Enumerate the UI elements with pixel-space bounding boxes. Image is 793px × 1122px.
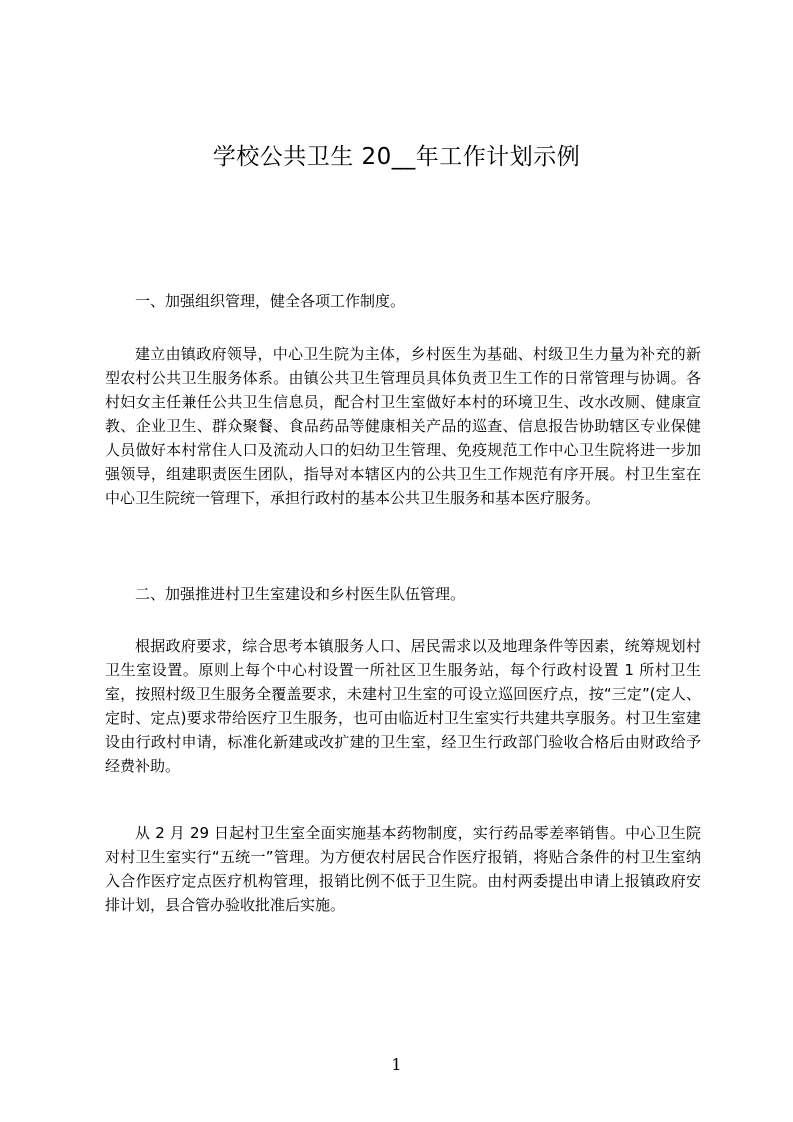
section-2-paragraph-2: 从 2 月 29 日起村卫生室全面实施基本药物制度，实行药品零差率销售。中心卫生院对村卫生室实行“五统一”管理。为方便农村居民合作医疗报销，将贴合条件的村卫生室纳入合作医疗定点医疗机构管理，报销比例不低于卫生院。由村两委提出申请上报镇政府安排计划，县合管办验收批准后实施。 [105, 824, 701, 914]
section-2-paragraph-1: 根据政府要求，综合思考本镇服务人口、居民需求以及地理条件等因素，统筹规划村卫生室设置。原则上每个中心村设置一所社区卫生服务站，每个行政村设置 1 所村卫生室，按照村级卫生服务全覆盖要求，未建村卫生室的可设立巡回医疗点，按“三定”(定人、定时、定点)要求带给医疗卫生服务，也可由临近村卫生室实行共建共享服务。村卫生室建设由行政村申请，标准化新建或改扩建的卫生室，经卫生行政部门验收合格后由财政给予经费补助。 [105, 637, 701, 775]
section-1-paragraph-1: 建立由镇政府领导，中心卫生院为主体，乡村医生为基础、村级卫生力量为补充的新型农村公共卫生服务体系。由镇公共卫生管理员具体负责卫生工作的日常管理与协调。各村妇女主任兼任公共卫生信息员，配合村卫生室做好本村的环境卫生、改水改厕、健康宣教、企业卫生、群众聚餐、食品药品等健康相关产品的巡查、信息报告协助辖区专业保健人员做好本村常住人口及流动人口的妇幼卫生管理、免疫规范工作中心卫生院将进一步加强领导，组建职责医生团队，指导对本辖区内的公共卫生工作规范有序开展。村卫生室在中心卫生院统一管理下，承担行政村的基本公共卫生服务和基本医疗服务。 [105, 345, 701, 507]
document-title: 学校公共卫生 20__年工作计划示例 [212, 144, 581, 170]
page-number: 1 [391, 1055, 402, 1074]
section-1-heading: 一、加强组织管理，健全各项工作制度。 [135, 292, 406, 310]
section-2-heading: 二、加强推进村卫生室建设和乡村医生队伍管理。 [135, 585, 466, 603]
